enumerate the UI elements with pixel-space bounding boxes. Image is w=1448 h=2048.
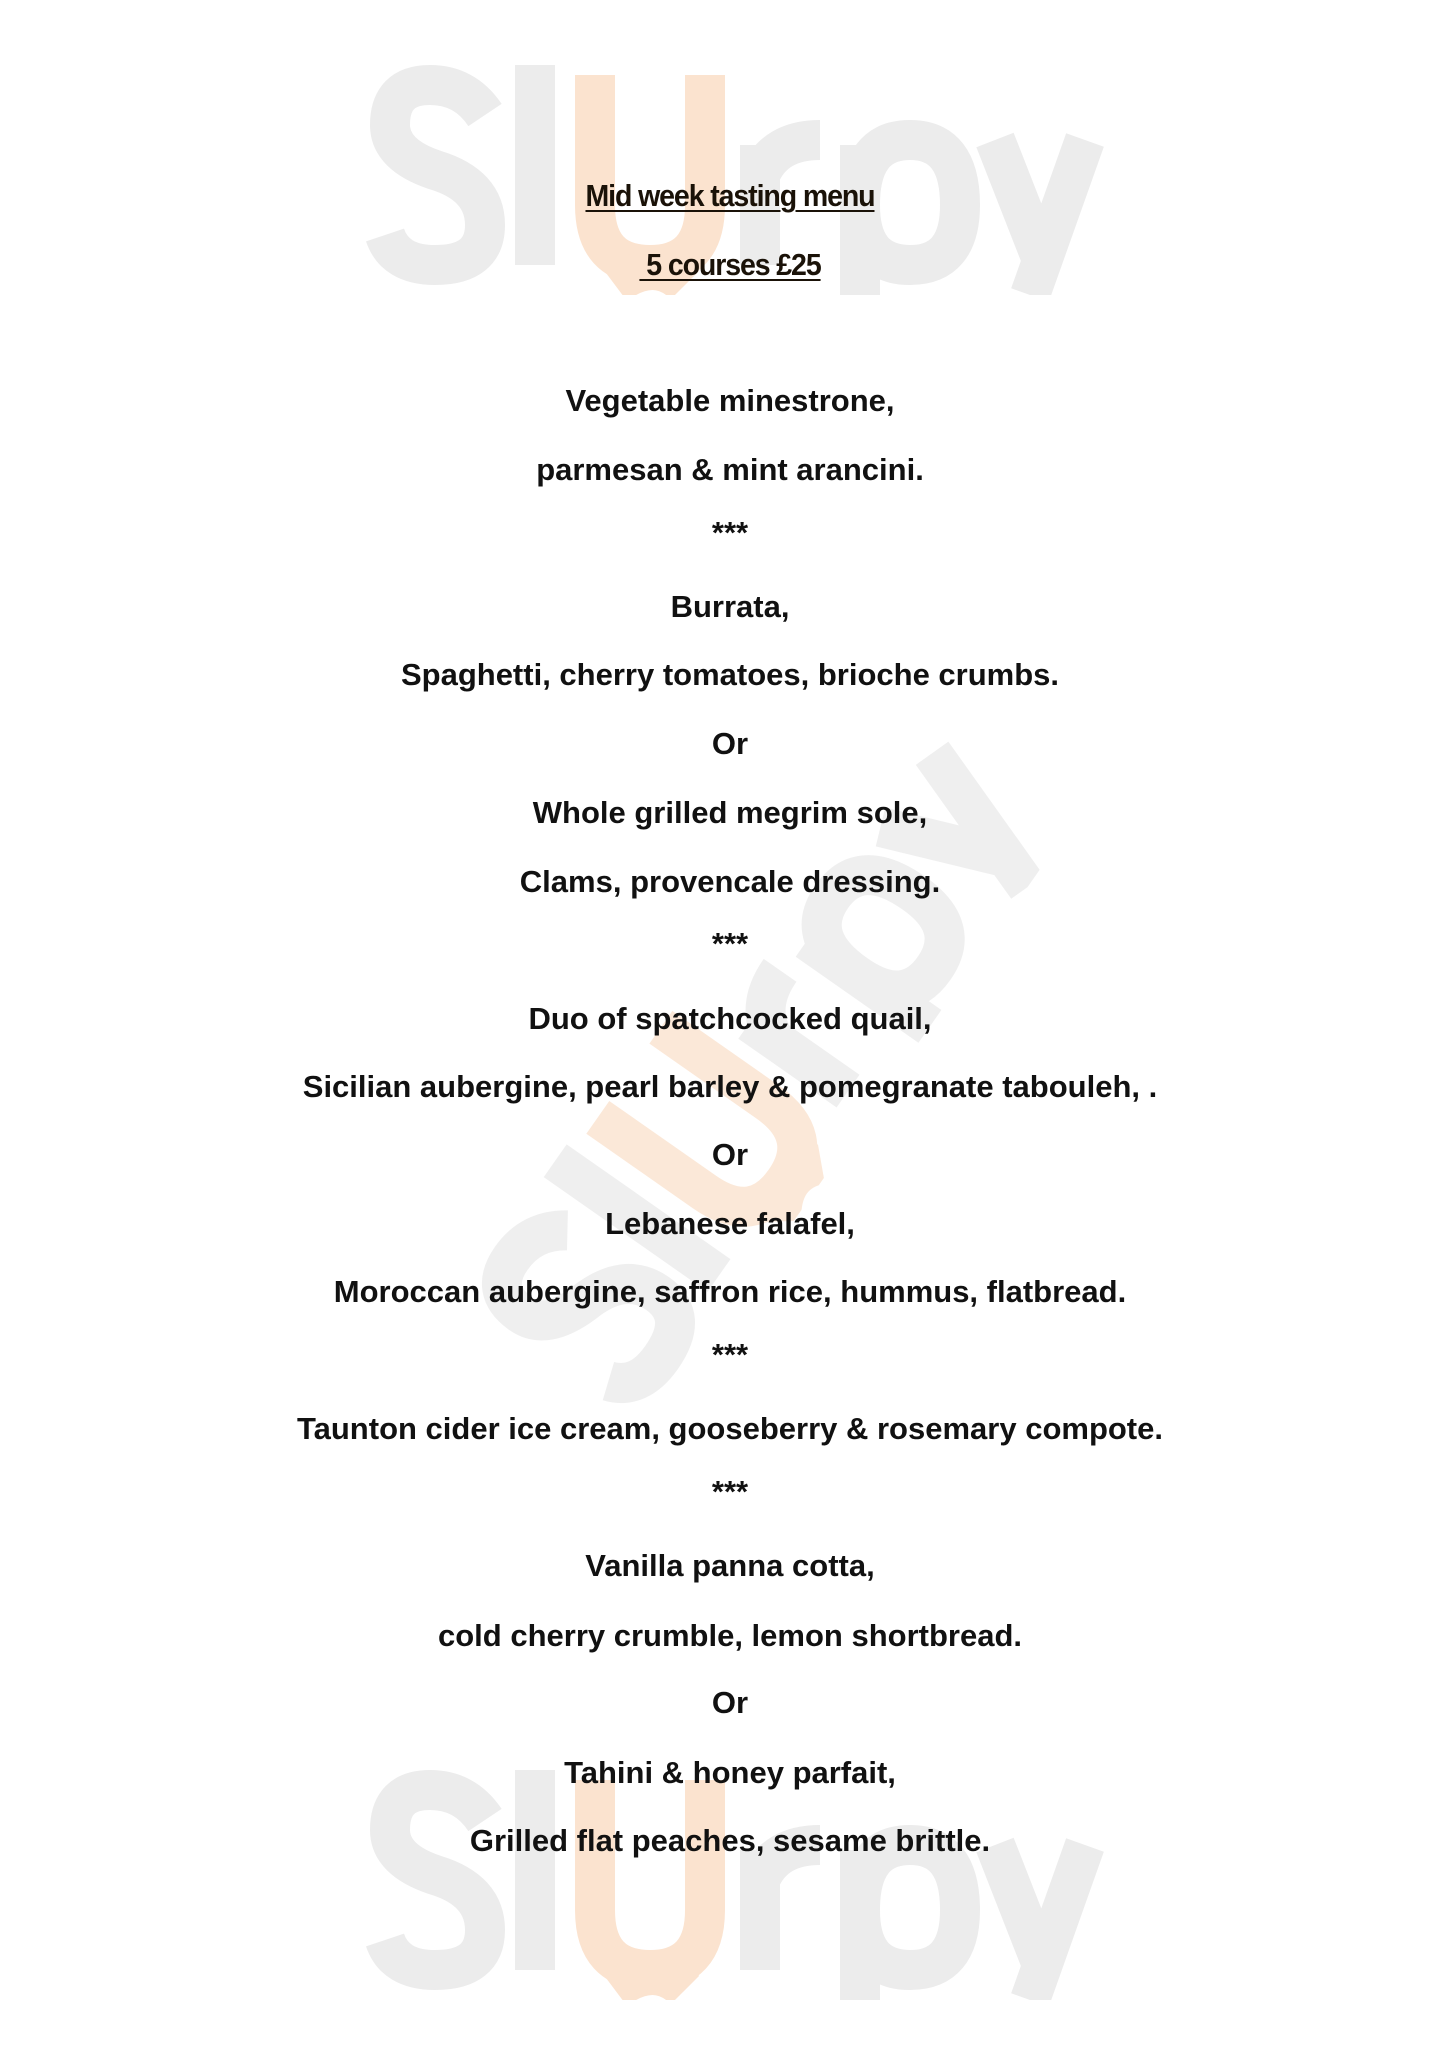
menu-item-line: Duo of spatchcocked quail,: [528, 1001, 932, 1036]
menu-item-line: parmesan & mint arancini.: [536, 452, 924, 487]
course-separator: ***: [711, 1337, 749, 1372]
menu-subtitle: 5 courses £25: [639, 247, 821, 282]
menu-item-line: Moroccan aubergine, saffron rice, hummus, flatbread.: [333, 1274, 1127, 1309]
menu-item-line: Spaghetti, cherry tomatoes, brioche crumbs.: [400, 657, 1060, 692]
menu-item-line: Tahini & honey parfait,: [564, 1755, 896, 1790]
course-separator: ***: [711, 1474, 749, 1509]
watermark-logo-bottom: [365, 1760, 1105, 2000]
menu-item-line: Taunton cider ice cream, gooseberry & rosemary compote.: [297, 1411, 1163, 1446]
menu-item-line: Clams, provencale dressing.: [519, 864, 941, 899]
menu-item-line: Vanilla panna cotta,: [585, 1548, 875, 1583]
menu-item-line: Vegetable minestrone,: [565, 383, 895, 418]
menu-item-line: Grilled flat peaches, sesame brittle.: [469, 1823, 991, 1858]
menu-item-line: Sicilian aubergine, pearl barley & pomegranate tabouleh, .: [302, 1069, 1158, 1104]
menu-item-line: Whole grilled megrim sole,: [532, 795, 928, 830]
or-divider: Or: [711, 726, 749, 761]
menu-item-line: Lebanese falafel,: [605, 1206, 855, 1241]
or-divider: Or: [711, 1685, 749, 1720]
course-separator: ***: [711, 515, 749, 550]
course-separator: ***: [711, 926, 749, 961]
or-divider: Or: [711, 1137, 749, 1172]
menu-item-line: cold cherry crumble, lemon shortbread.: [438, 1618, 1022, 1653]
menu-title: Mid week tasting menu: [585, 178, 875, 213]
menu-item-line: Burrata,: [670, 589, 790, 624]
